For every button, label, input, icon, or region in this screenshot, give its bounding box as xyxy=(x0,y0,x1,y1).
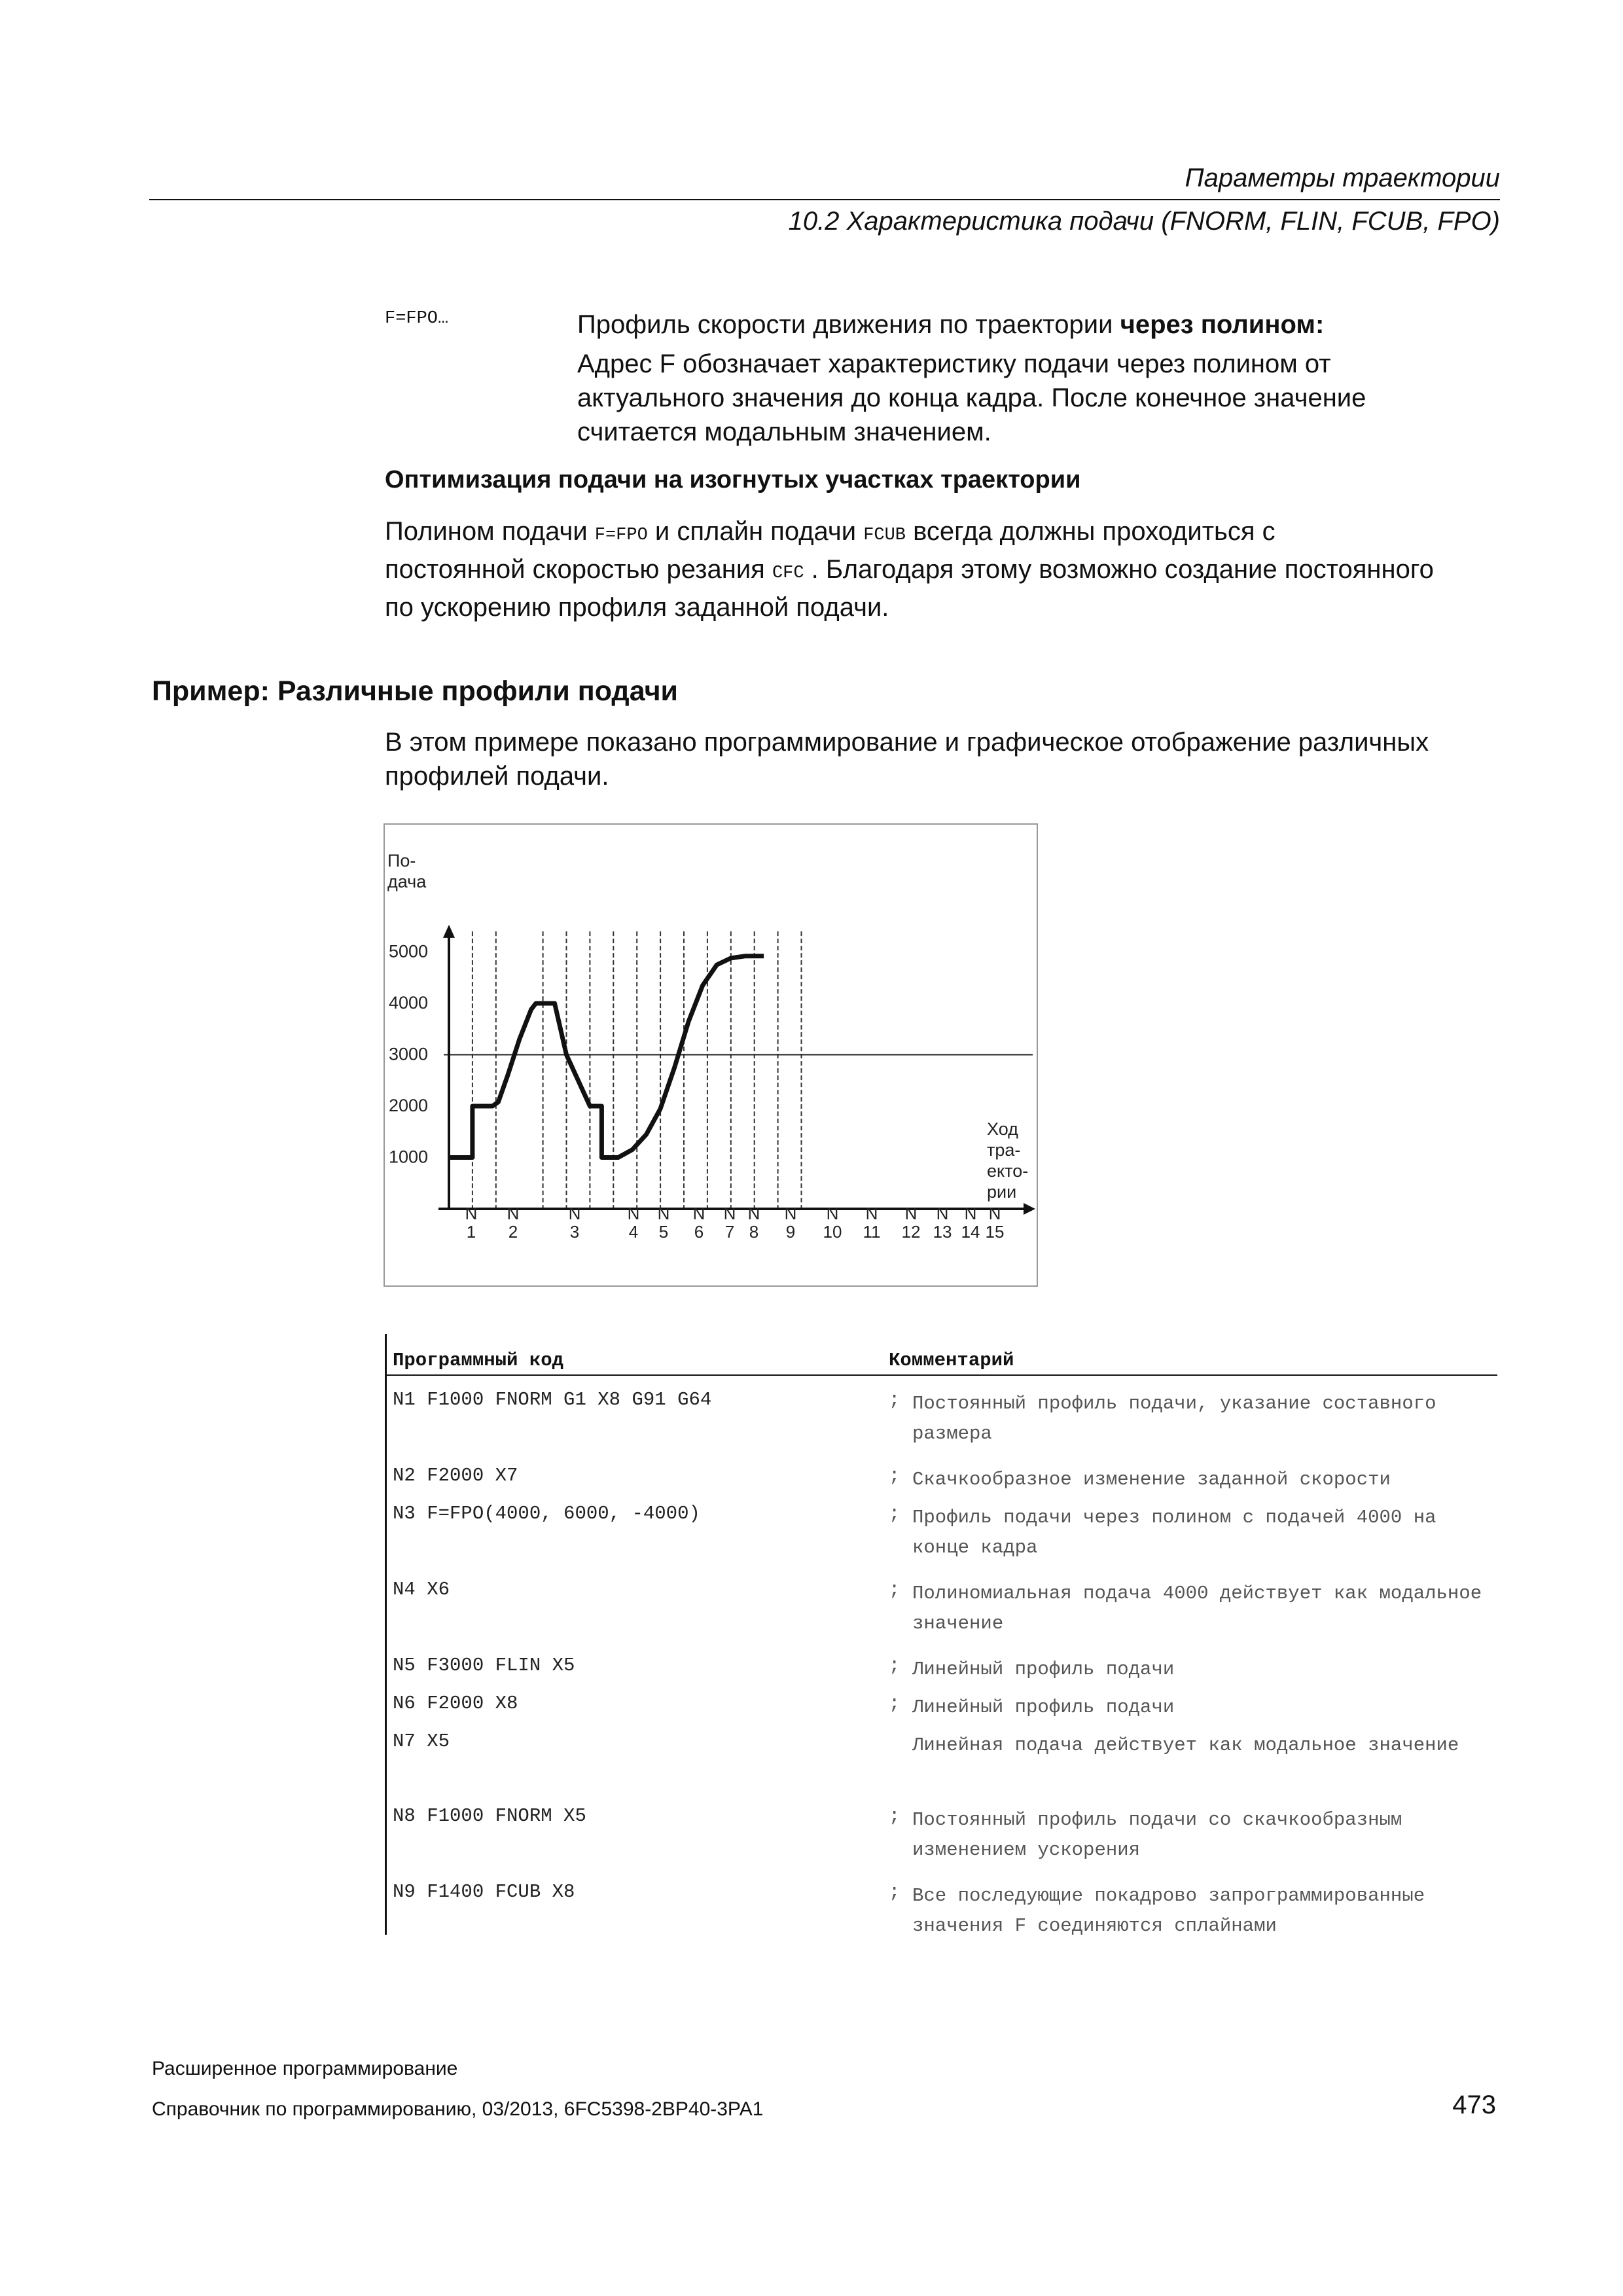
block-number-label: 9 xyxy=(785,1222,796,1242)
comment-marker: ; xyxy=(889,1693,901,1714)
fpo-definition-bold: через полином: xyxy=(1120,310,1325,339)
code-cell: N4 X6 xyxy=(393,1579,450,1600)
block-label-prefix: N xyxy=(507,1204,520,1223)
y-axis-label: дача xyxy=(387,872,427,891)
y-tick-label: 4000 xyxy=(389,993,429,1013)
block-number-label: 10 xyxy=(823,1222,842,1242)
block-label-prefix: N xyxy=(657,1204,670,1223)
comment-marker: ; xyxy=(889,1655,901,1676)
comment-cell: Линейный профиль подачи xyxy=(912,1659,1175,1680)
optimization-line-2 xyxy=(385,552,1434,590)
fpo-description xyxy=(577,347,1366,449)
program-table xyxy=(385,1334,1497,1936)
y-tick-label: 2000 xyxy=(389,1096,429,1115)
block-label-prefix: N xyxy=(826,1204,839,1223)
block-number-label: 7 xyxy=(724,1222,735,1242)
x-axis-label: рии xyxy=(987,1182,1017,1202)
block-number-label: 2 xyxy=(508,1222,518,1242)
optimization-line-3: по ускорению профиля заданной подачи. xyxy=(385,593,889,622)
column-header-comment: Комментарий xyxy=(889,1350,1014,1371)
column-header-code: Программный код xyxy=(393,1350,564,1371)
comment-marker: ; xyxy=(889,1805,901,1827)
block-label-prefix: N xyxy=(964,1204,977,1223)
table-left-rule xyxy=(385,1334,387,1935)
optimization-text: Полином подачи xyxy=(385,517,595,546)
page-number: 473 xyxy=(1452,2090,1496,2119)
x-axis-label: тра- xyxy=(987,1140,1021,1160)
comment-cell: Все последующие покадрово запрограммированные значения F соединяются сплайнами xyxy=(912,1885,1425,1937)
optimization-line-1 xyxy=(385,514,1434,552)
comment-cell: Постоянный профиль подачи, указание составного размера xyxy=(912,1393,1436,1444)
comment-cell: Полиномиальная подача 4000 действует как модальное значение xyxy=(912,1583,1482,1634)
example-intro-line: В этом примере показано программирование и графическое отображение различных xyxy=(385,728,1429,757)
x-axis-label: Ход xyxy=(987,1119,1018,1139)
header-rule xyxy=(149,199,1500,200)
optimization-text: всегда должны проходиться с xyxy=(906,517,1275,546)
comment-marker: ; xyxy=(889,1465,901,1486)
code-cell: N2 F2000 X7 xyxy=(393,1465,518,1486)
fpo-description-line: актуального значения до конца кадра. После конечное значение xyxy=(577,384,1366,412)
comment-marker: ; xyxy=(889,1881,901,1903)
code-cell: N8 F1000 FNORM X5 xyxy=(393,1805,586,1827)
optimization-text: . Благодаря этому возможно создание постоянного xyxy=(804,555,1434,584)
comment-cell: Линейная подача действует как модальное значение xyxy=(912,1734,1459,1756)
code-cell: N7 X5 xyxy=(393,1731,450,1752)
code-cell: N5 F3000 FLIN X5 xyxy=(393,1655,575,1676)
comment-marker: ; xyxy=(889,1389,901,1410)
section-title: 10.2 Характеристика подачи (FNORM, FLIN, FCUB, FPO) xyxy=(788,207,1500,236)
optimization-text: и сплайн подачи xyxy=(647,517,864,546)
code-cell: N3 F=FPO(4000, 6000, -4000) xyxy=(393,1503,700,1524)
optimization-heading: Оптимизация подачи на изогнутых участках траектории xyxy=(385,466,1081,493)
block-number-label: 6 xyxy=(694,1222,704,1242)
fpo-definition-line xyxy=(577,308,1324,342)
x-axis-label: екто- xyxy=(987,1161,1029,1181)
block-label-prefix: N xyxy=(747,1204,760,1223)
y-axis-arrow xyxy=(443,925,455,938)
footer-title: Расширенное программирование xyxy=(152,2058,458,2079)
block-number-label: 3 xyxy=(569,1222,580,1242)
block-label-prefix: N xyxy=(936,1204,949,1223)
block-label-prefix: N xyxy=(627,1204,640,1223)
code-cell: N6 F2000 X8 xyxy=(393,1693,518,1714)
chapter-title: Параметры траектории xyxy=(1185,164,1500,192)
comment-cell: Профиль подачи через полином с подачей 4000 на конце кадра xyxy=(912,1507,1436,1558)
block-number-label: 8 xyxy=(749,1222,759,1242)
block-label-prefix: N xyxy=(904,1204,918,1223)
block-number-label: 13 xyxy=(933,1222,952,1242)
block-number-label: 14 xyxy=(961,1222,980,1242)
comment-marker: ; xyxy=(889,1579,901,1600)
inline-code-cfc: CFC xyxy=(772,564,804,583)
fpo-description-line: считается модальным значением. xyxy=(577,418,991,446)
inline-code-fpo: F=FPO xyxy=(594,526,648,545)
comment-marker: ; xyxy=(889,1503,901,1524)
example-intro xyxy=(385,725,1429,793)
block-label-prefix: N xyxy=(988,1204,1001,1223)
fpo-description-line: Адрес F обозначает характеристику подачи через полином от xyxy=(577,350,1331,378)
block-label-prefix: N xyxy=(692,1204,705,1223)
code-cell: N1 F1000 FNORM G1 X8 G91 G64 xyxy=(393,1389,712,1410)
block-label-prefix: N xyxy=(865,1204,878,1223)
block-number-label: 15 xyxy=(985,1222,1005,1242)
block-label-prefix: N xyxy=(568,1204,581,1223)
block-label-prefix: N xyxy=(723,1204,736,1223)
block-number-label: 4 xyxy=(628,1222,639,1242)
fpo-term: F=FPO… xyxy=(385,309,449,329)
y-axis-label: По- xyxy=(387,851,416,870)
block-number-label: 11 xyxy=(863,1222,881,1242)
comment-cell: Линейный профиль подачи xyxy=(912,1696,1175,1718)
optimization-paragraph xyxy=(385,514,1434,624)
y-tick-label: 3000 xyxy=(389,1044,429,1064)
x-axis-arrow xyxy=(1024,1203,1035,1215)
y-tick-label: 5000 xyxy=(389,941,429,961)
block-label-prefix: N xyxy=(465,1204,478,1223)
block-label-prefix: N xyxy=(784,1204,797,1223)
inline-code-fcub: FCUB xyxy=(863,526,906,545)
example-heading: Пример: Различные профили подачи xyxy=(152,675,678,707)
footer-reference: Справочник по программированию, 03/2013, 6FC5398-2BP40-3PA1 xyxy=(152,2098,764,2120)
code-cell: N9 F1400 FCUB X8 xyxy=(393,1881,575,1903)
y-tick-label: 1000 xyxy=(389,1147,429,1167)
fpo-definition-text: Профиль скорости движения по траектории xyxy=(577,310,1120,339)
comment-cell: Скачкообразное изменение заданной скорости xyxy=(912,1469,1391,1490)
block-number-label: 1 xyxy=(466,1222,476,1242)
table-header-rule xyxy=(385,1374,1497,1376)
example-intro-line: профилей подачи. xyxy=(385,762,609,791)
block-number-label: 5 xyxy=(658,1222,669,1242)
block-number-label: 12 xyxy=(901,1222,921,1242)
optimization-text: постоянной скоростью резания xyxy=(385,555,772,584)
comment-cell: Постоянный профиль подачи со скачкообразным изменением ускорения xyxy=(912,1809,1402,1861)
feed-profile-figure xyxy=(383,823,1038,1287)
feed-profile-chart xyxy=(385,825,1037,1285)
